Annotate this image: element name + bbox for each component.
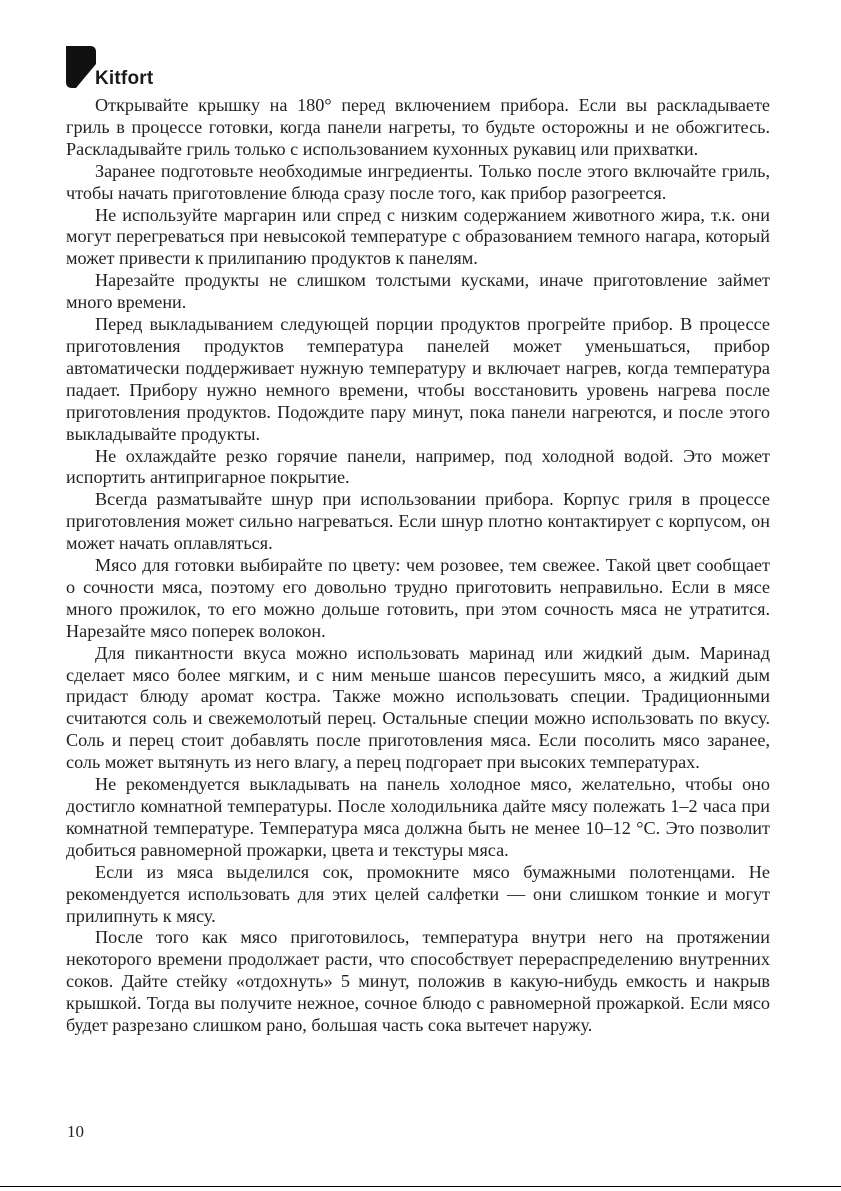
paragraph: Не используйте маргарин или спред с низким содержанием животного жира, т.к. они могут перегреваться при невысокой температуре с образованием темного нагара, который может привести к прилипанию продуктов к панелям. [66, 204, 770, 269]
brand-name: Kitfort [95, 68, 154, 89]
paragraph: Нарезайте продукты не слишком толстыми кусками, иначе приготовление займет много времени. [66, 270, 770, 313]
paragraph: После того как мясо приготовилось, температура внутри него на протяжении некоторого времени продолжает расти, что способствует перераспределению внутренних соков. Дайте стейку «отдохнуть» 5 минут, положив в какую-нибудь емкость и накрыв крышкой. Тогда вы получите нежное, сочное блюдо с равномерной прожаркой. Если мясо будет разрезано слишком рано, большая часть сока вытечет наружу. [66, 927, 770, 1036]
paragraph: Если из мяса выделился сок, промокните мясо бумажными полотенцами. Не рекомендуется использовать для этих целей салфетки — они слишком тонкие и могут прилипнуть к мясу. [66, 861, 770, 926]
page-number: 10 [67, 1122, 84, 1141]
page-border [0, 1186, 841, 1187]
paragraph: Перед выкладыванием следующей порции продуктов прогрейте прибор. В процессе приготовления продуктов температура панелей может уменьшаться, прибор автоматически поддерживает нужную температуру и включает нагрев, когда температура падает. Прибору нужно немного времени, чтобы восстановить уровень нагрева после приготовления продуктов. Подождите пару минут, пока панели нагреются, и после этого выкладывайте продукты. [66, 314, 770, 444]
paragraph: Для пикантности вкуса можно использовать маринад или жидкий дым. Маринад сделает мясо более мягким, и с ним меньше шансов пересушить мясо, а жидкий дым придаст блюду аромат костра. Также можно использовать специи. Традиционными считаются соль и свежемолотый перец. Остальные специи можно использовать по вкусу. Соль и перец стоит добавлять после приготовления мяса. Если посолить мясо заранее, соль может вытянуть из него влагу, а перец подгорает при высоких температурах. [66, 642, 770, 773]
paragraph: Открывайте крышку на 180° перед включением прибора. Если вы раскладываете гриль в процессе готовки, когда панели нагреты, то будьте осторожны и не обожгитесь. Раскладывайте гриль только с использованием кухонных рукавиц или прихватки. [66, 95, 770, 159]
kitfort-logo-icon [66, 46, 96, 88]
paragraph: Не охлаждайте резко горячие панели, например, под холодной водой. Это может испортить антипригарное покрытие. [66, 445, 770, 488]
paragraph: Мясо для готовки выбирайте по цвету: чем розовее, тем свежее. Такой цвет сообщает о сочности мяса, поэтому его довольно трудно приготовить неправильно. Если в мясе много прожилок, то его можно дольше готовить, при этом сочность мяса не утратится. Нарезайте мясо поперек волокон. [66, 555, 770, 641]
paragraph: Не рекомендуется выкладывать на панель холодное мясо, желательно, чтобы оно достигло комнатной температуры. После холодильника дайте мясу полежать 1–2 часа при комнатной температуре. Температура мяса должна быть не менее 10–12 °С. Это позволит добиться равномерной прожарки, цвета и текстуры мяса. [66, 774, 770, 860]
brand-logo [66, 46, 153, 88]
instructions-text [66, 95, 770, 1037]
paragraph: Заранее подготовьте необходимые ингредиенты. Только после этого включайте гриль, чтобы начать приготовление блюда сразу после того, как прибор разогреется. [66, 160, 770, 203]
paragraph: Всегда разматывайте шнур при использовании прибора. Корпус гриля в процессе приготовления может сильно нагреваться. Если шнур плотно контактирует с корпусом, он может начать оплавляться. [66, 489, 770, 554]
